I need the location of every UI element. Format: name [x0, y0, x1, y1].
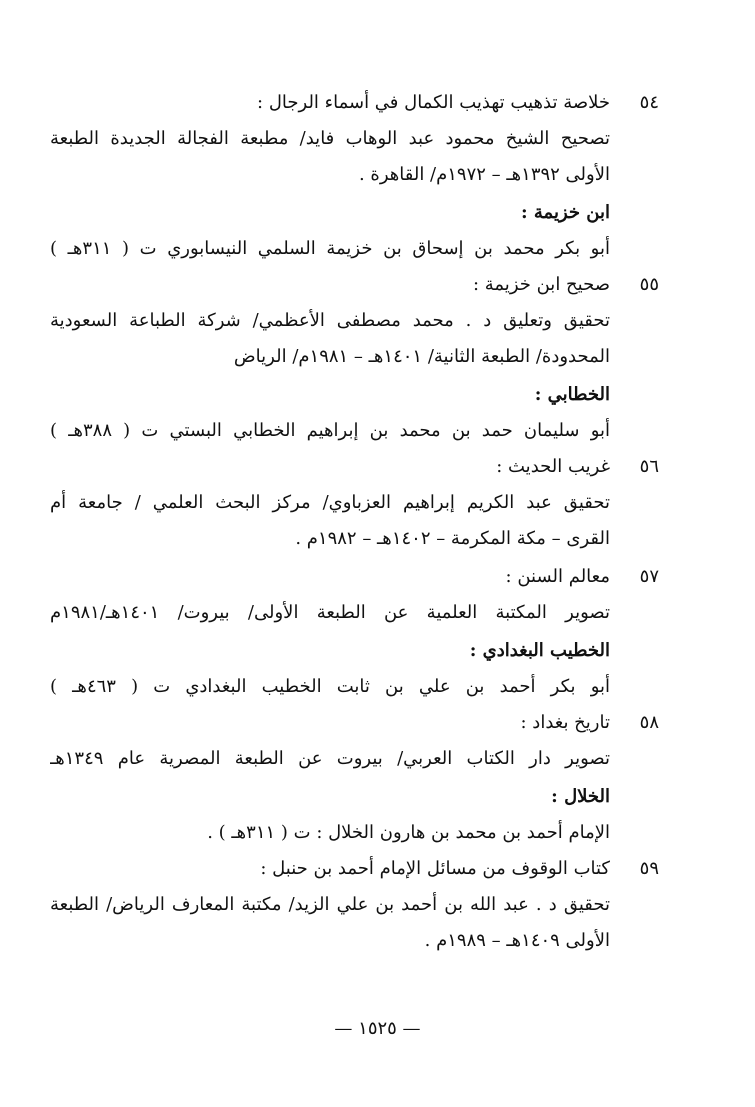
author-heading: الخطيب البغدادي : — [469, 640, 610, 661]
entry-number: ٥٥ — [639, 274, 659, 295]
entry-detail-line: الإمام أحمد بن محمد بن هارون الخلال : ت ( ٣١١هـ ) . — [207, 822, 610, 843]
author-heading: ابن خزيمة : — [520, 202, 610, 223]
entry-detail-line: المحدودة/ الطبعة الثانية/ ١٤٠١هـ – ١٩٨١م/ الرياض — [233, 346, 610, 367]
entry-detail-line: تصحيح الشيخ محمود عبد الوهاب فايد/ مطبعة الفجالة الجديدة الطبعة — [50, 128, 610, 149]
entry-detail-line: تحقيق عبد الكريم إبراهيم العزباوي/ مركز البحث العلمي / جامعة أم — [50, 492, 610, 513]
entry-number: ٥٨ — [639, 712, 659, 733]
author-heading: الخطابي : — [534, 384, 610, 405]
entry-detail-line: القرى – مكة المكرمة – ١٤٠٢هـ – ١٩٨٢م . — [295, 528, 610, 549]
entry-title: خلاصة تذهيب تهذيب الكمال في أسماء الرجال : — [257, 92, 610, 113]
entry-number: ٥٦ — [639, 456, 659, 477]
entry-title: كتاب الوقوف من مسائل الإمام أحمد بن حنبل : — [260, 858, 610, 879]
entry-title: تاريخ بغداد : — [520, 712, 610, 733]
author-heading: الخلال : — [551, 786, 610, 807]
entry-number: ٥٧ — [639, 566, 659, 587]
entry-detail-line: أبو بكر أحمد بن علي بن ثابت الخطيب البغدادي ت ( ٤٦٣هـ ) — [50, 676, 610, 697]
entry-detail-line: أبو سليمان حمد بن محمد بن إبراهيم الخطابي البستي ت ( ٣٨٨هـ ) — [50, 420, 610, 441]
entry-detail-line: تصوير المكتبة العلمية عن الطبعة الأولى/ بيروت/ ١٤٠١هـ/١٩٨١م — [50, 602, 610, 623]
page-number: — ١٥٢٥ — — [334, 1018, 421, 1039]
entry-detail-line: أبو بكر محمد بن إسحاق بن خزيمة السلمي النيسابوري ت ( ٣١١هـ ) — [50, 238, 610, 259]
entry-title: معالم السنن : — [505, 566, 610, 587]
entry-number: ٥٩ — [639, 858, 659, 879]
entry-detail-line: تحقيق د . عبد الله بن أحمد بن علي الزيد/ مكتبة المعارف الرياض/ الطبعة — [50, 894, 610, 915]
entry-number: ٥٤ — [639, 92, 659, 113]
entry-title: صحيح ابن خزيمة : — [472, 274, 610, 295]
entry-detail-line: الأولى ١٣٩٢هـ – ١٩٧٢م/ القاهرة . — [358, 164, 610, 185]
entry-detail-line: الأولى ١٤٠٩هـ – ١٩٨٩م . — [424, 930, 610, 951]
entry-title: غريب الحديث : — [496, 456, 610, 477]
entry-detail-line: تحقيق وتعليق د . محمد مصطفى الأعظمي/ شركة الطباعة السعودية — [50, 310, 610, 331]
entry-detail-line: تصوير دار الكتاب العربي/ بيروت عن الطبعة المصرية عام ١٣٤٩هـ — [50, 748, 610, 769]
